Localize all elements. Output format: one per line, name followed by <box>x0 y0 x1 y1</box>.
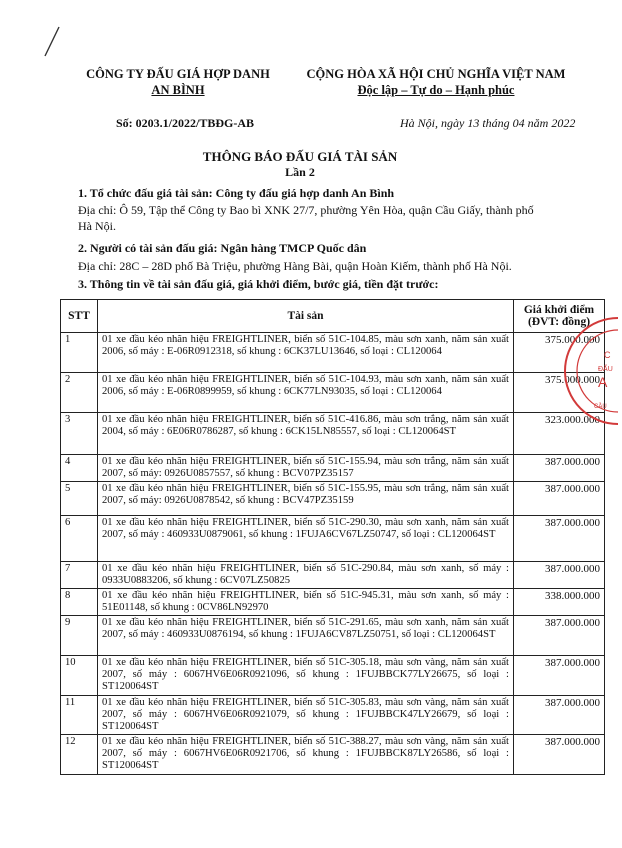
asset-table <box>60 299 605 775</box>
row-asset-description: 01 xe đầu kéo nhãn hiệu FREIGHTLINER, biển số 51C-305.18, màu sơn vàng, năm sản xuất 2007, số máy : 6067HV6E06R0921096, số khung : 1FUJBBCK77LY26675, số loại : ST120064ST <box>98 656 514 696</box>
row-stt: 3 <box>61 413 98 455</box>
red-seal-stamp <box>578 316 622 426</box>
row-asset-description: 01 xe đầu kéo nhãn hiệu FREIGHTLINER, biển số 51C-305.83, màu sơn vàng, năm sản xuất 2007, số máy : 6067HV6E06R0921079, số khung : 1FUJBBCK47LY26679, số loại : ST120064ST <box>98 696 514 735</box>
row-asset-description: 01 xe đầu kéo nhãn hiệu FREIGHTLINER, biển số 51C-290.30, màu sơn xanh, năm sản xuất 2007, số máy : 460933U0879061, số khung : 1FUJA6CV67LZ50747, số loại : CL120064ST <box>98 516 514 562</box>
row-starting-price: 375.000.000 <box>514 333 605 373</box>
pen-mark-icon <box>40 24 64 60</box>
row-stt: 11 <box>61 696 98 735</box>
table-header-row <box>61 300 605 333</box>
asset-rows <box>61 333 605 775</box>
row-starting-price: 387.000.000 <box>514 735 605 775</box>
company-name-line2: AN BÌNH <box>151 83 205 97</box>
national-header <box>296 66 576 98</box>
row-asset-description: 01 xe đầu kéo nhãn hiệu FREIGHTLINER, biển số 51C-416.86, màu sơn trắng, năm sản xuất 2004, số máy : 6E06R0786287, số khung : 6CK15LN85557, số loại : CL120064ST <box>98 413 514 455</box>
table-row <box>61 696 605 735</box>
row-asset-description: 01 xe đầu kéo nhãn hiệu FREIGHTLINER, biển số 51C-104.93, màu sơn xanh, năm sản xuất 2006, số máy : E-06R0899959, số khung : 6CK77LN93035, số loại : CL120064 <box>98 373 514 413</box>
row-starting-price: 387.000.000 <box>514 482 605 516</box>
row-asset-description: 01 xe đầu kéo nhãn hiệu FREIGHTLINER, biển số 51C-155.94, màu sơn trắng, năm sản xuất 2007, số máy: 0926U0857557, số khung : BCV07PZ35157 <box>98 455 514 482</box>
section1-address-line2: Hà Nội. <box>78 219 116 233</box>
section3-heading: 3. Thông tin về tài sản đấu giá, giá khởi điểm, bước giá, tiền đặt trước: <box>78 277 439 291</box>
section2-address: Địa chỉ: 28C – 28D phố Bà Triệu, phường Hàng Bài, quận Hoàn Kiếm, thành phố Hà Nội. <box>78 259 512 273</box>
svg-text:CẦU: CẦU <box>594 404 607 410</box>
company-name-line1: CÔNG TY ĐẤU GIÁ HỢP DANH <box>86 67 270 81</box>
table-row <box>61 482 605 516</box>
table-row <box>61 373 605 413</box>
row-starting-price: 323.000.000 <box>514 413 605 455</box>
section1-address-line1: Địa chỉ: Ô 59, Tập thể Công ty Bao bì XNK 27/7, phường Yên Hòa, quận Cầu Giấy, thành phố <box>78 203 534 217</box>
table-row <box>61 656 605 696</box>
section2-heading: 2. Người có tài sản đấu giá: Ngân hàng TMCP Quốc dân <box>78 241 367 255</box>
svg-text:C: C <box>604 350 611 360</box>
svg-text:A: A <box>598 374 608 390</box>
row-stt: 10 <box>61 656 98 696</box>
nation-name: CỘNG HÒA XÃ HỘI CHỦ NGHĨA VIỆT NAM <box>306 67 566 81</box>
row-stt: 1 <box>61 333 98 373</box>
row-starting-price: 387.000.000 <box>514 616 605 656</box>
row-asset-description: 01 xe đầu kéo nhãn hiệu FREIGHTLINER, biển số 51C-388.27, màu sơn vàng, năm sản xuất 2007, số máy : 6067HV6E06R0921706, số khung : 1FUJBBCK87LY26586, số loại : ST120064ST <box>98 735 514 775</box>
row-starting-price: 338.000.000 <box>514 589 605 616</box>
row-asset-description: 01 xe đầu kéo nhãn hiệu FREIGHTLINER, biển số 51C-155.95, màu sơn trắng, năm sản xuất 2007, số máy: 0926U0878542, số khung : BCV47PZ35159 <box>98 482 514 516</box>
table-row <box>61 562 605 589</box>
row-asset-description: 01 xe đầu kéo nhãn hiệu FREIGHTLINER, biển số 51C-291.65, màu sơn xanh, năm sản xuất 2007, số máy : 460933U0876194, số khung : 1FUJA6CV87LZ50751, số loại : CL120064ST <box>98 616 514 656</box>
nation-motto: Độc lập – Tự do – Hạnh phúc <box>357 83 515 97</box>
row-stt: 8 <box>61 589 98 616</box>
table-row <box>61 616 605 656</box>
company-header <box>78 66 278 98</box>
row-stt: 4 <box>61 455 98 482</box>
place-date: Hà Nội, ngày 13 tháng 04 năm 2022 <box>400 116 576 130</box>
row-stt: 9 <box>61 616 98 656</box>
table-row <box>61 589 605 616</box>
row-stt: 5 <box>61 482 98 516</box>
document-subtitle: Lần 2 <box>285 165 315 179</box>
col-header-stt: STT <box>61 300 98 333</box>
row-starting-price: 387.000.000 <box>514 516 605 562</box>
col-header-asset: Tài sản <box>98 300 514 333</box>
table-row <box>61 735 605 775</box>
row-stt: 7 <box>61 562 98 589</box>
table-row <box>61 455 605 482</box>
section1-heading: 1. Tổ chức đấu giá tài sản: Công ty đấu giá hợp danh An Bình <box>78 186 395 200</box>
table-row <box>61 413 605 455</box>
document-number: Số: 0203.1/2022/TBĐG-AB <box>116 116 255 130</box>
row-starting-price: 387.000.000 <box>514 696 605 735</box>
row-asset-description: 01 xe đầu kéo nhãn hiệu FREIGHTLINER, biển số 51C-945.31, màu sơn xanh, số máy : 51E01148, số khung : 0CV86LN92970 <box>98 589 514 616</box>
col-header-price-line2: (ĐVT: đồng) <box>527 316 591 328</box>
document-title: THÔNG BÁO ĐẤU GIÁ TÀI SẢN <box>202 149 398 164</box>
col-header-price-line1: Giá khởi điểm <box>523 304 595 316</box>
svg-text:ĐẤU: ĐẤU <box>598 366 613 373</box>
row-stt: 6 <box>61 516 98 562</box>
row-stt: 2 <box>61 373 98 413</box>
row-starting-price: 387.000.000 <box>514 656 605 696</box>
row-asset-description: 01 xe đầu kéo nhãn hiệu FREIGHTLINER, biển số 51C-104.85, màu sơn xanh, năm sản xuất 2006, số máy : E-06R0912318, số khung : 6CK37LU13646, số loại : CL120064 <box>98 333 514 373</box>
table-row <box>61 333 605 373</box>
table-row <box>61 516 605 562</box>
row-asset-description: 01 xe đầu kéo nhãn hiệu FREIGHTLINER, biển số 51C-290.84, màu sơn xanh, số máy : 0933U0883206, số khung : 6CV07LZ50825 <box>98 562 514 589</box>
row-starting-price: 387.000.000 <box>514 455 605 482</box>
row-stt: 12 <box>61 735 98 775</box>
row-starting-price: 375.000.000 <box>514 373 605 413</box>
row-starting-price: 387.000.000 <box>514 562 605 589</box>
